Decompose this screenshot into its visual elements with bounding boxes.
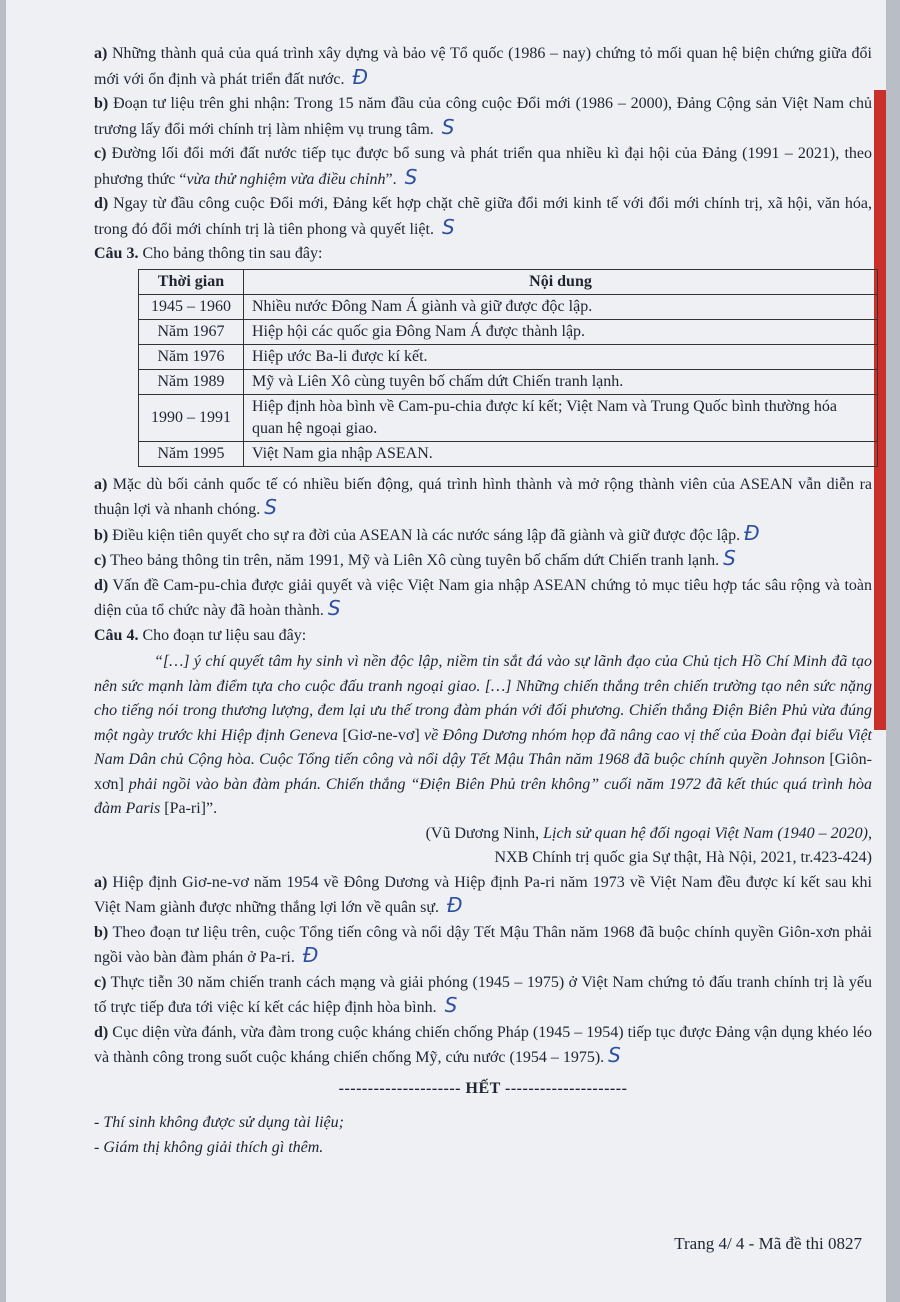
statement-text: Thực tiễn 30 năm chiến tranh cách mạng và giải phóng (1945 – 1975) ở Việt Nam chứng tỏ đấu tranh chính trị là yếu tố trực tiếp đưa tới việc kí kết các hiệp định hòa bình. xyxy=(94,973,872,1016)
table-header-time: Thời gian xyxy=(139,269,244,294)
table-header-row xyxy=(139,269,878,294)
table-row xyxy=(139,319,878,344)
table-row xyxy=(139,441,878,466)
question-title: Câu 4. xyxy=(94,626,139,644)
table-header-content: Nội dung xyxy=(244,269,878,294)
end-marker: --------------------- HẾT --------------------- xyxy=(338,1079,628,1097)
handwritten-answer-mark: Đ xyxy=(447,893,463,917)
q2-statement-a xyxy=(94,42,872,92)
question-intro: Cho đoạn tư liệu sau đây: xyxy=(138,626,307,644)
table-cell-content: Việt Nam gia nhập ASEAN. xyxy=(244,441,878,466)
statement-text: Điều kiện tiên quyết cho sự ra đời của ASEAN là các nước sáng lập đã giành và giữ được độc lập. xyxy=(112,526,741,544)
quote-bracket: [Giơ-ne-vơ] xyxy=(342,726,420,744)
table-cell-content: Hiệp hội các quốc gia Đông Nam Á được thành lập. xyxy=(244,319,878,344)
q4-statement-d xyxy=(94,1021,872,1071)
statement-label: a) xyxy=(94,873,108,891)
statement-label: b) xyxy=(94,95,109,112)
handwritten-answer-mark: S xyxy=(723,546,736,570)
statement-text: Đường lối đổi mới đất nước tiếp tục được bổ sung và phát triển qua nhiều kì đại hội của Đảng (1991 – 2021), theo phương thức “ xyxy=(94,145,872,188)
info-table xyxy=(138,269,878,467)
source-author: (Vũ Dương Ninh, xyxy=(425,824,544,842)
statement-label: a) xyxy=(94,45,108,62)
quote-source xyxy=(94,822,872,847)
statement-label: d) xyxy=(94,195,109,212)
statement-text: Những thành quả của quá trình xây dựng và bảo vệ Tổ quốc (1986 – nay) chứng tỏ mối quan hệ biện chứng giữa đổi mới với ổn định và phát triển đất nước. xyxy=(94,45,872,88)
q3-statement-c xyxy=(94,548,872,574)
q2-statement-b xyxy=(94,92,872,142)
q2-statement-c xyxy=(94,142,872,192)
handwritten-answer-mark: Đ xyxy=(352,64,368,89)
statement-label: b) xyxy=(94,526,109,544)
table-cell-content: Nhiều nước Đông Nam Á giành và giữ được độc lập. xyxy=(244,294,878,319)
quote-bracket: [Giôn-xơn] xyxy=(94,751,872,793)
statement-label: c) xyxy=(94,145,107,162)
handwritten-answer-mark: S xyxy=(327,596,341,620)
table-row xyxy=(139,369,878,394)
q4-statement-b xyxy=(94,921,872,971)
table-row xyxy=(139,394,878,441)
table-cell-time: 1990 – 1991 xyxy=(139,394,244,441)
q3-heading xyxy=(94,242,872,267)
statement-label: d) xyxy=(94,576,109,594)
q3-statement-a xyxy=(94,473,872,523)
quote-text: “[…] ý chí quyết tâm hy sinh vì nền độc lập, niềm tin sắt đá vào sự lãnh đạo của Chủ tịch Hồ Chí Minh đã tạo nên sức mạnh làm điểm tựa cho cuộc đấu tranh ngoại giao. […] Những chiến thắng trên chiến trường tạo nên sức nặng cho tiếng nói trong thương lượng, đem lại ưu thế trong đàm phán với đối phương. Chiến thắng Điện Biên Phủ vừa đúng một ngày trước khi Hiệp định Geneva xyxy=(94,653,872,744)
q4-statement-a xyxy=(94,871,872,921)
handwritten-answer-mark: Đ xyxy=(744,520,760,545)
table-cell-time: Năm 1989 xyxy=(139,369,244,394)
question-intro: Cho bảng thông tin sau đây: xyxy=(138,245,323,262)
statement-label: a) xyxy=(94,475,108,493)
source-book: Lịch sử quan hệ đối ngoại Việt Nam (1940 – 2020), xyxy=(543,824,872,842)
q3-statement-d xyxy=(94,574,872,624)
statement-text: Ngay từ đầu công cuộc Đổi mới, Đảng kết hợp chặt chẽ giữa đổi mới kinh tế với đổi mới chính trị, xã hội, văn hóa, trong đó đổi mới chính trị là tiên phong và quyết liệt. xyxy=(94,195,873,238)
quote-text: về Đông Dương nhóm họp đã nâng cao vị thế của Đoàn đại biểu Việt Nam Dân chủ Cộng hòa. Cuộc Tổng tiến công và nổi dậy Tết Mậu Thân năm 1968 đã buộc chính quyền Johnson xyxy=(94,726,872,768)
statement-text: Theo đoạn tư liệu trên, cuộc Tổng tiến công và nổi dậy Tết Mậu Thân năm 1968 đã buộc chính quyền Giôn-xơn phải ngồi vào bàn đàm phán ở Pa-ri. xyxy=(94,923,872,966)
q3-statement-b xyxy=(94,520,872,549)
question-title: Câu 3. xyxy=(94,245,139,262)
table-row xyxy=(139,294,878,319)
table-cell-time: Năm 1976 xyxy=(139,344,244,369)
statement-label: d) xyxy=(94,1023,109,1041)
statement-label: c) xyxy=(94,552,107,569)
handwritten-answer-mark: S xyxy=(264,495,277,519)
statement-text: Vấn đề Cam-pu-chia được giải quyết và việc Việt Nam gia nhập ASEAN chứng tỏ mục tiêu hợp tác sâu rộng và toàn diện của tổ chức này đã hoàn thành. xyxy=(94,576,872,619)
statement-text: Cục diện vừa đánh, vừa đàm trong cuộc kháng chiến chống Pháp (1945 – 1954) tiếp tục được Đảng vận dụng khéo léo và thành công trong suốt cuộc kháng chiến chống Mỹ, cứu nước (1954 – 1975). xyxy=(94,1023,872,1066)
quote-text-end: ”. xyxy=(206,800,218,817)
page-content xyxy=(94,42,872,1160)
exam-page xyxy=(6,0,886,1302)
statement-text-end: ”. xyxy=(385,170,397,188)
table-cell-time: 1945 – 1960 xyxy=(139,294,244,319)
statement-label: c) xyxy=(94,973,107,991)
table-row xyxy=(139,344,878,369)
handwritten-answer-mark: S xyxy=(441,114,455,139)
handwritten-answer-mark: Đ xyxy=(302,943,319,967)
table-cell-time: Năm 1967 xyxy=(139,319,244,344)
statement-text: Hiệp định Giơ-ne-vơ năm 1954 về Đông Dương và Hiệp định Pa-ri năm 1973 về Việt Nam đều được kí kết sau khi Việt Nam giành được những thắng lợi lớn về quân sự. xyxy=(94,873,873,916)
q4-heading xyxy=(94,624,872,649)
exam-note: - Giám thị không giải thích gì thêm. xyxy=(94,1138,324,1156)
statement-label: b) xyxy=(94,923,109,941)
handwritten-answer-mark: S xyxy=(441,214,455,239)
quote-publisher: NXB Chính trị quốc gia Sự thật, Hà Nội, 2021, tr.423-424) xyxy=(494,849,872,866)
statement-text: Đoạn tư liệu trên ghi nhận: Trong 15 năm đầu của công cuộc Đổi mới (1986 – 2000), Đảng Cộng sản Việt Nam chủ trương lấy đổi mới chính trị làm nhiệm vụ trung tâm. xyxy=(94,95,873,138)
table-cell-content: Hiệp ước Ba-li được kí kết. xyxy=(244,344,878,369)
quote-text: phải ngồi vào bàn đàm phán. Chiến thắng “Điện Biên Phủ trên không” cuối năm 1972 đã kết thúc quá trình hòa đàm Paris xyxy=(94,775,872,817)
table-cell-content: Hiệp định hòa bình về Cam-pu-chia được kí kết; Việt Nam và Trung Quốc bình thường hóa quan hệ ngoại giao. xyxy=(244,394,878,441)
handwritten-answer-mark: S xyxy=(404,164,418,189)
handwritten-answer-mark: S xyxy=(608,1043,621,1067)
quote-bracket: [Pa-ri] xyxy=(164,800,206,817)
statement-text: Mặc dù bối cảnh quốc tế có nhiều biến động, quá trình hình thành và mở rộng thành viên của ASEAN vẫn diễn ra thuận lợi và nhanh chóng. xyxy=(94,475,872,518)
q2-statement-d xyxy=(94,192,872,242)
statement-emphasis: vừa thử nghiệm vừa điều chỉnh xyxy=(186,170,386,188)
table-cell-time: Năm 1995 xyxy=(139,441,244,466)
table-cell-content: Mỹ và Liên Xô cùng tuyên bố chấm dứt Chiến tranh lạnh. xyxy=(244,369,878,394)
source-quote xyxy=(94,650,872,822)
page-footer: Trang 4/ 4 - Mã đề thi 0827 xyxy=(674,1234,862,1253)
handwritten-answer-mark: S xyxy=(444,993,458,1017)
statement-text: Theo bảng thông tin trên, năm 1991, Mỹ và Liên Xô cùng tuyên bố chấm dứt Chiến tranh lạnh. xyxy=(110,552,720,569)
q4-statement-c xyxy=(94,971,872,1021)
exam-note: - Thí sinh không được sử dụng tài liệu; xyxy=(94,1114,344,1131)
